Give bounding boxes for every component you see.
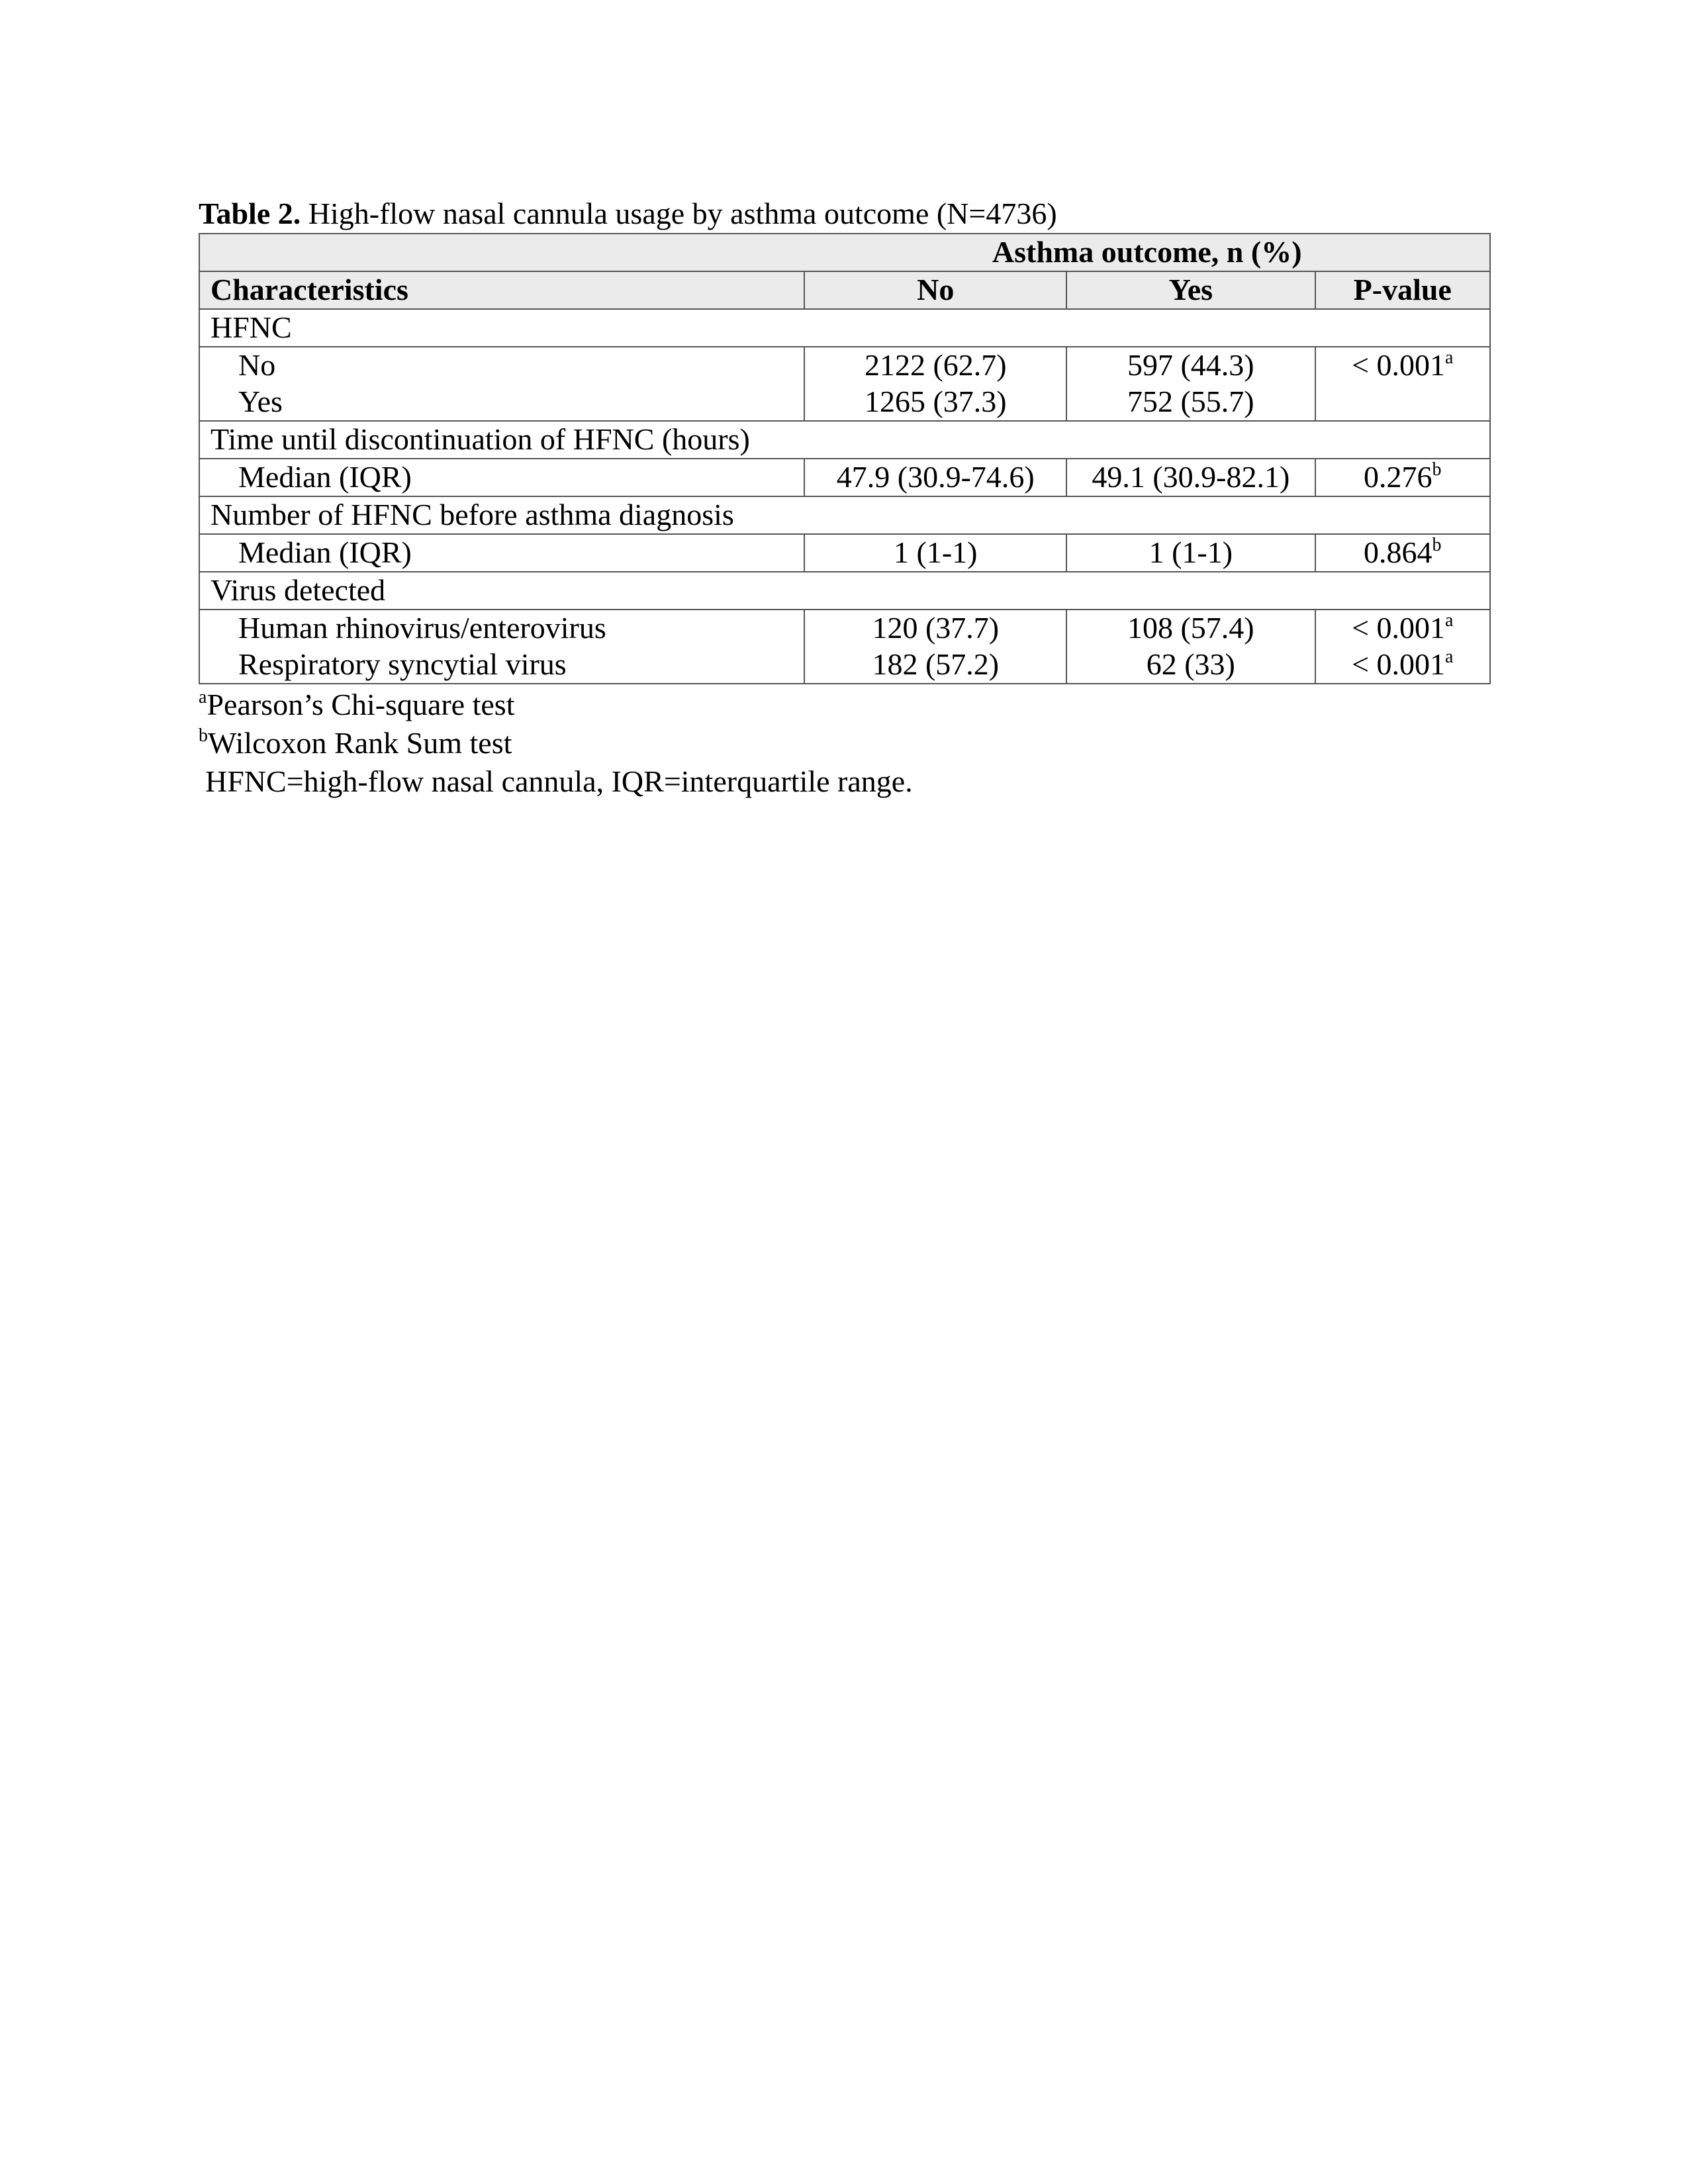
section-title: Virus detected	[199, 572, 1490, 610]
pvalue-line	[1327, 647, 1479, 683]
footnote-text: Pearson’s Chi-square test	[207, 688, 515, 721]
cell-pvalue	[1315, 610, 1490, 684]
section-row-number	[199, 496, 1490, 534]
row-label: No	[238, 348, 276, 382]
cell-pvalue	[1315, 459, 1490, 496]
table-row	[199, 459, 1490, 496]
cell-yes: 1 (1-1)	[1066, 534, 1315, 572]
cell-pvalue	[1315, 534, 1490, 572]
results-table	[199, 233, 1491, 684]
cell-value: 62 (33)	[1146, 647, 1235, 681]
table-row	[199, 534, 1490, 572]
row-label: Respiratory syncytial virus	[238, 647, 567, 681]
column-header-row	[199, 271, 1490, 309]
footnote-marker: b	[199, 725, 208, 746]
row-label: Median (IQR)	[199, 534, 804, 572]
pvalue-marker: b	[1432, 535, 1442, 555]
row-labels	[199, 347, 804, 421]
pvalue-line	[1327, 610, 1479, 647]
col-header-pvalue: P-value	[1315, 271, 1490, 309]
pvalue-marker: a	[1445, 347, 1454, 368]
cell-value: 2122 (62.7)	[864, 348, 1007, 382]
section-title: Time until discontinuation of HFNC (hours)	[199, 421, 1490, 459]
section-title: Number of HFNC before asthma diagnosis	[199, 496, 1490, 534]
document-page	[199, 196, 1489, 801]
row-label: Human rhinovirus/enterovirus	[238, 611, 606, 645]
table-caption	[199, 196, 1489, 233]
pvalue: < 0.001	[1352, 611, 1446, 645]
col-header-characteristics: Characteristics	[199, 271, 804, 309]
cell-value: 108 (57.4)	[1127, 611, 1254, 645]
caption-label: Table 2.	[199, 197, 301, 230]
group-header-spacer	[199, 234, 804, 271]
section-row-virus	[199, 572, 1490, 610]
pvalue: < 0.001	[1352, 647, 1446, 681]
footnote-text: Wilcoxon Rank Sum test	[208, 726, 512, 760]
col-header-no: No	[804, 271, 1066, 309]
section-title: HFNC	[199, 309, 1490, 347]
col-header-yes: Yes	[1066, 271, 1315, 309]
footnotes	[199, 686, 1489, 801]
pvalue-marker: a	[1445, 647, 1454, 667]
section-row-hfnc	[199, 309, 1490, 347]
cell-yes	[1066, 347, 1315, 421]
cell-no	[804, 610, 1066, 684]
caption-text: High-flow nasal cannula usage by asthma outcome (N=4736)	[301, 197, 1057, 230]
pvalue-line	[1327, 347, 1479, 384]
footnote-a	[199, 686, 1489, 724]
table-row-hfnc-values	[199, 347, 1490, 421]
row-label: Median (IQR)	[199, 459, 804, 496]
table-row-virus-values	[199, 610, 1490, 684]
cell-value: 752 (55.7)	[1127, 385, 1254, 418]
pvalue-marker: a	[1445, 610, 1454, 631]
footnote-marker: a	[199, 687, 207, 707]
cell-no: 47.9 (30.9-74.6)	[804, 459, 1066, 496]
group-header-label: Asthma outcome, n (%)	[804, 234, 1490, 271]
cell-pvalue	[1315, 347, 1490, 421]
cell-value: 120 (37.7)	[872, 611, 1000, 645]
cell-yes: 49.1 (30.9-82.1)	[1066, 459, 1315, 496]
pvalue-marker: b	[1432, 459, 1442, 480]
group-header-row	[199, 234, 1490, 271]
footnote-abbreviations: HFNC=high-flow nasal cannula, IQR=interquartile range.	[205, 764, 913, 798]
footnote-b	[199, 724, 1489, 762]
pvalue: < 0.001	[1352, 348, 1446, 382]
cell-no: 1 (1-1)	[804, 534, 1066, 572]
pvalue: 0.864	[1364, 535, 1432, 569]
cell-value: 182 (57.2)	[872, 647, 1000, 681]
section-row-time	[199, 421, 1490, 459]
pvalue: 0.276	[1364, 460, 1432, 494]
cell-value: 1265 (37.3)	[864, 385, 1007, 418]
cell-value: 597 (44.3)	[1127, 348, 1254, 382]
row-label: Yes	[238, 385, 283, 418]
cell-yes	[1066, 610, 1315, 684]
row-labels	[199, 610, 804, 684]
cell-no	[804, 347, 1066, 421]
